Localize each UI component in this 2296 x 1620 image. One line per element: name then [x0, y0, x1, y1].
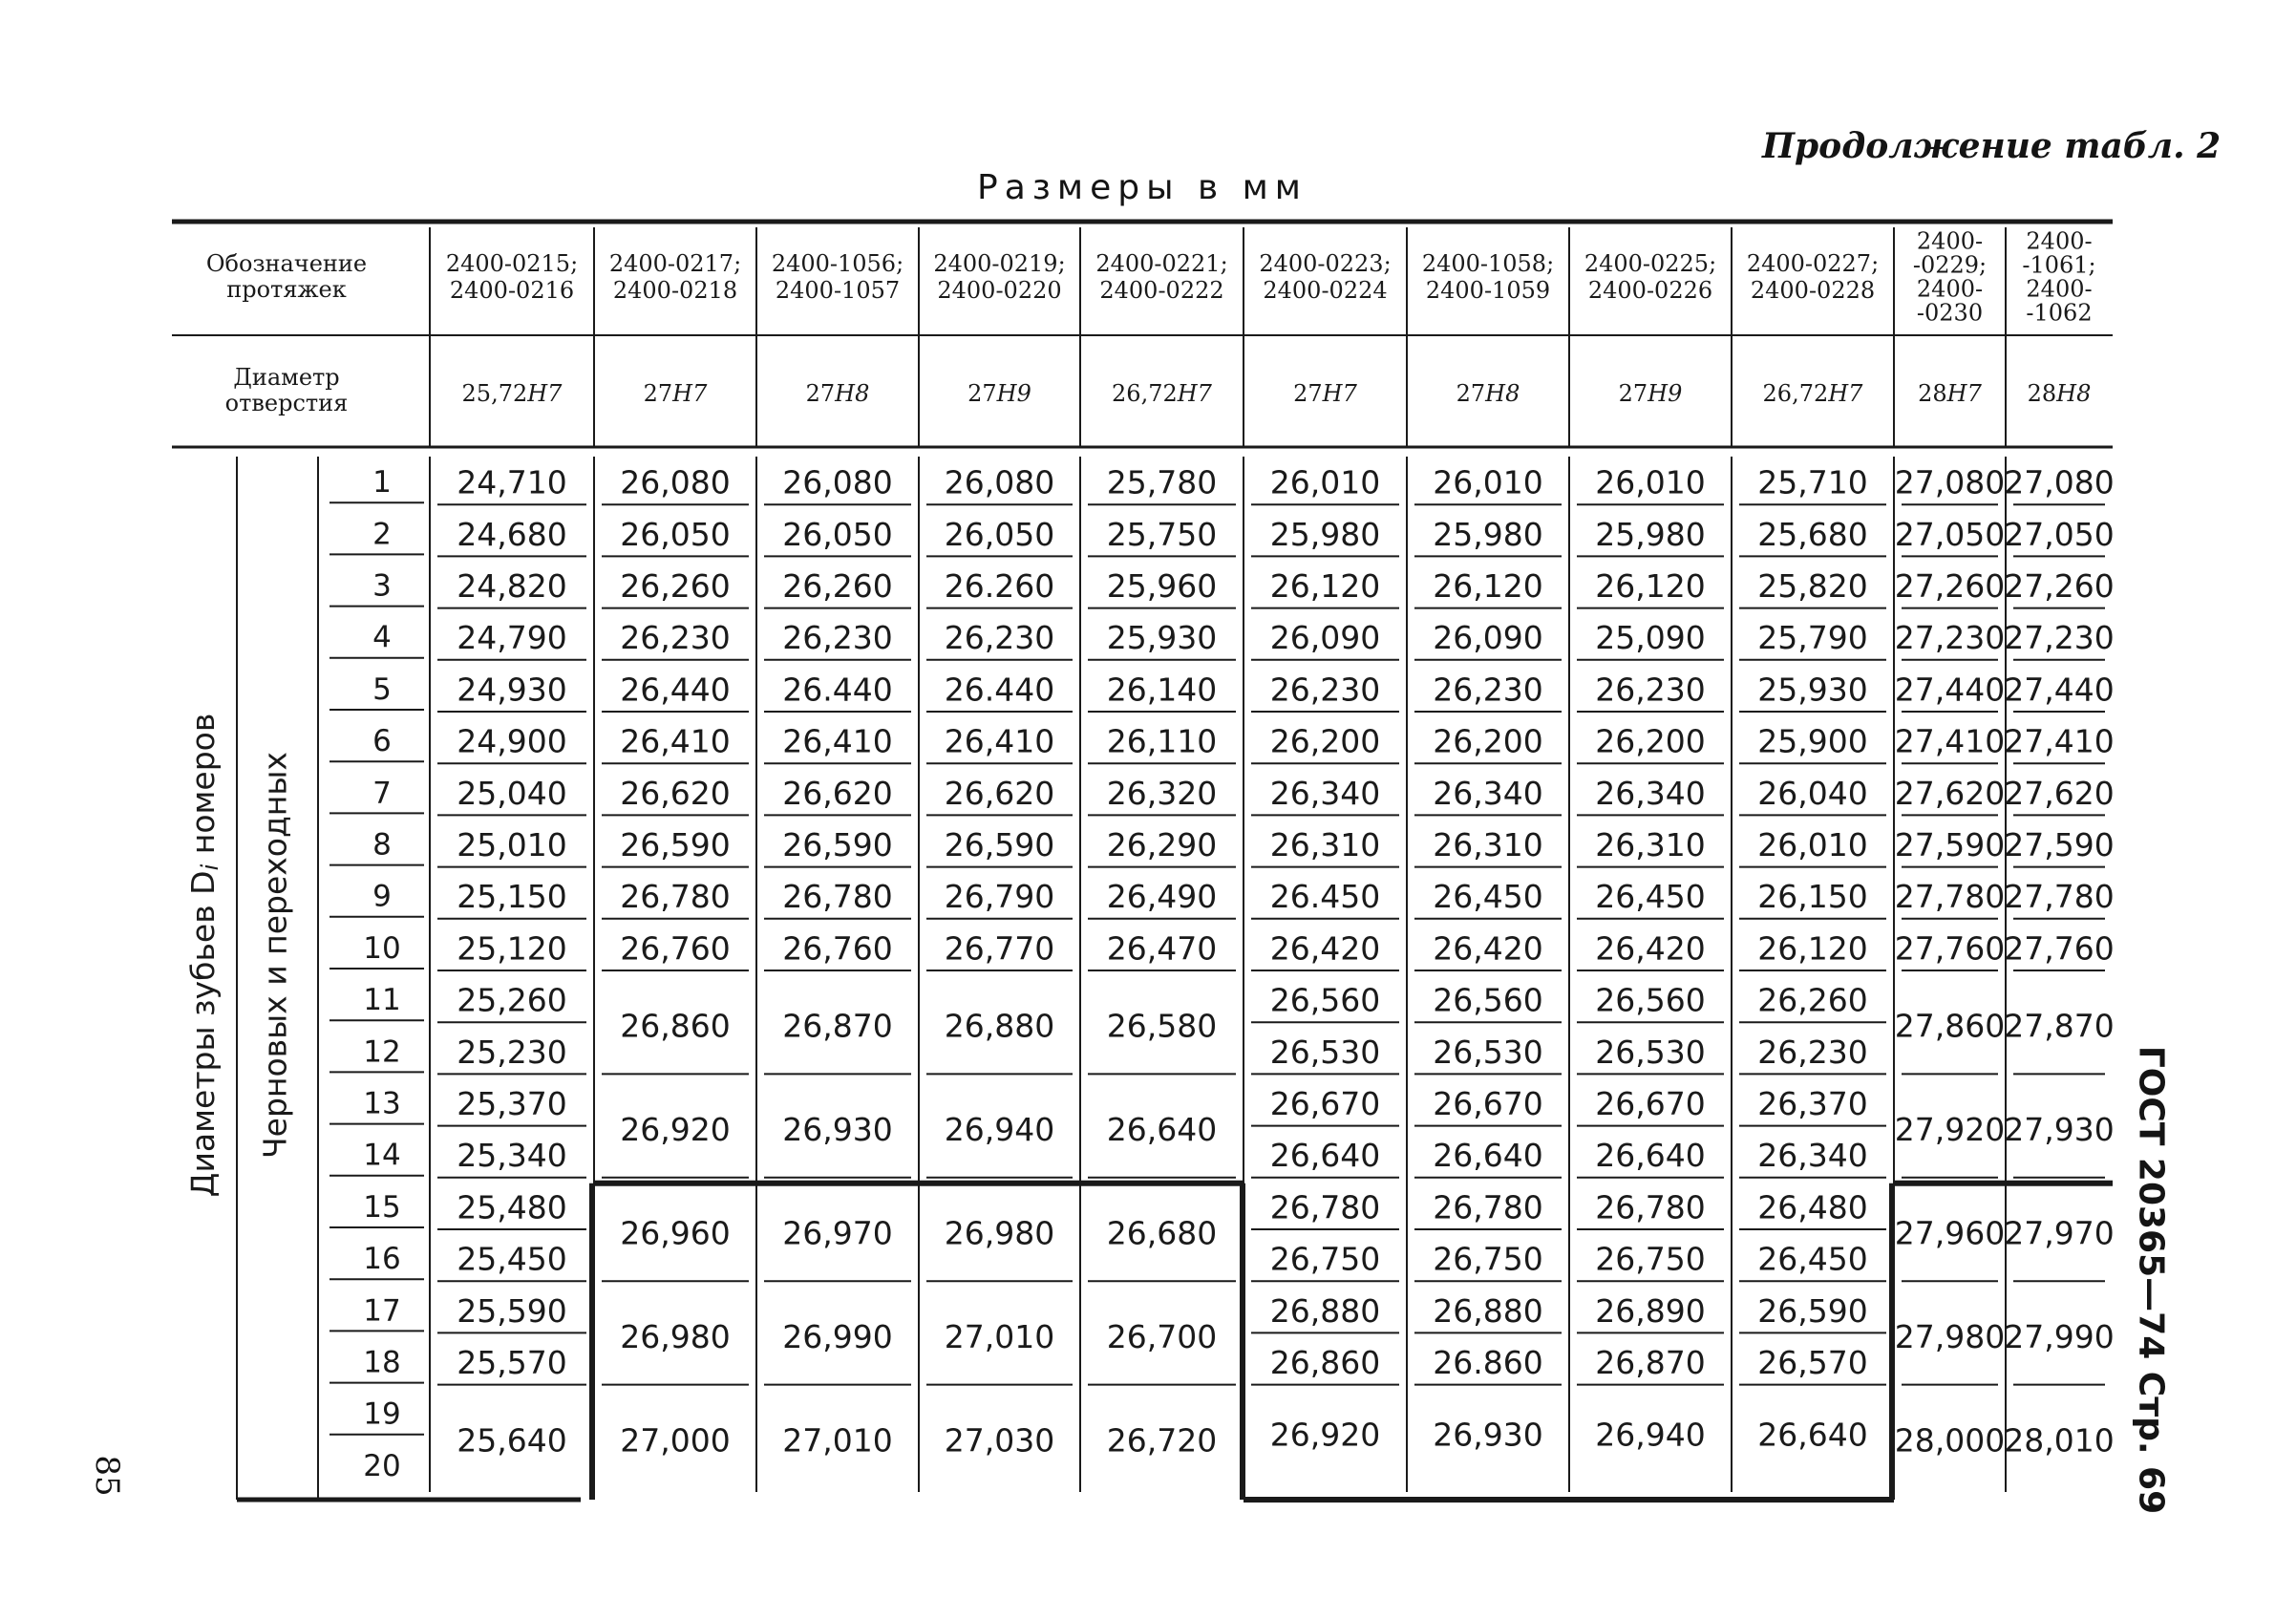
- row-number: 17: [363, 1293, 401, 1329]
- table-cell: 26,720: [1106, 1421, 1218, 1460]
- table-cell: 26,010: [1433, 463, 1543, 501]
- designation-header-cell: 2400-: [1916, 227, 1984, 255]
- table-cell: 26,560: [1595, 981, 1706, 1019]
- table-cell: 26,780: [1595, 1188, 1706, 1226]
- units-caption: Размеры в мм: [977, 168, 1307, 207]
- table-cell: 26,080: [620, 463, 731, 501]
- table-cell: 26,590: [1757, 1291, 1868, 1330]
- table-cell: 25,790: [1757, 619, 1868, 657]
- table-cell: 26,050: [782, 515, 893, 553]
- table-cell: 27,970: [2004, 1214, 2115, 1252]
- table-cell: 25,960: [1106, 567, 1218, 605]
- table-cell: 26,110: [1106, 722, 1218, 760]
- row-number: 5: [372, 671, 392, 707]
- table-cell: 27,590: [1894, 826, 2006, 863]
- table-cell: 24,820: [457, 567, 567, 605]
- table-cell: 26,780: [620, 878, 731, 916]
- row-number: 2: [372, 517, 392, 552]
- diameter-header-cell: 28H7: [1918, 380, 1982, 407]
- table-cell: 26,640: [1757, 1416, 1868, 1454]
- table-cell: 26,420: [1433, 929, 1543, 968]
- table-cell: 27,010: [944, 1317, 1055, 1355]
- table-cell: 26,010: [1269, 463, 1381, 501]
- table-cell: 26,640: [1433, 1137, 1543, 1175]
- row-number: 8: [372, 827, 392, 863]
- table-cell: 26,230: [1433, 671, 1543, 709]
- table-cell: 26,590: [782, 826, 893, 863]
- table-cell: 26,940: [1595, 1416, 1706, 1454]
- table-cell: 26,870: [1595, 1344, 1706, 1381]
- diameter-header-cell: 28H8: [2027, 380, 2092, 407]
- table-cell: 26,930: [782, 1111, 893, 1149]
- table-cell: 26,470: [1106, 929, 1218, 968]
- table-cell: 26,410: [944, 722, 1055, 760]
- table-cell: 26,420: [1595, 929, 1706, 968]
- table-cell: 25,090: [1595, 619, 1706, 657]
- gost-page-label-text: ГОСТ 20365—74 Стр. 69: [2131, 1045, 2171, 1515]
- table-cell: 26,590: [944, 826, 1055, 863]
- table-cell: 26,450: [1757, 1240, 1868, 1278]
- table-cell: 27,260: [2004, 567, 2115, 605]
- table-cell: 24,930: [457, 671, 567, 709]
- row-number: 18: [363, 1345, 401, 1380]
- designation-header-cell: 2400-: [2026, 227, 2093, 255]
- table-cell: 26,980: [620, 1317, 731, 1355]
- table-cell: 26,290: [1106, 826, 1218, 863]
- table-cell: 27,000: [620, 1421, 731, 1460]
- designation-header-cell: -0230: [1916, 299, 1984, 327]
- table-cell: 26,090: [1433, 619, 1543, 657]
- table-cell: 26,640: [1106, 1111, 1218, 1149]
- designation-header-label: Обозначение: [205, 250, 368, 277]
- table-cell: 27,860: [1894, 1007, 2006, 1045]
- diameter-header-cell: 26,72H7: [1762, 380, 1863, 407]
- table-cell: 27,230: [1894, 619, 2006, 657]
- table-cell: 25,010: [457, 826, 567, 863]
- table-cell: 26,050: [944, 515, 1055, 553]
- table-cell: 26,620: [944, 774, 1055, 812]
- row-number: 14: [363, 1138, 401, 1173]
- table-cell: 26,620: [620, 774, 731, 812]
- table-cell: 26,310: [1433, 826, 1543, 863]
- table-cell: 26,230: [1595, 671, 1706, 709]
- table-cell: 27,410: [1894, 722, 2006, 760]
- designation-header-cell: 2400-0216: [449, 277, 575, 304]
- table-cell: 27,960: [1894, 1214, 2006, 1252]
- table-cell: 26,140: [1106, 671, 1218, 709]
- table-cell: 26,750: [1433, 1240, 1543, 1278]
- table-cell: 24,900: [457, 722, 567, 760]
- diameter-header-cell: 25,72H7: [461, 380, 563, 407]
- row-number: 1: [372, 465, 392, 501]
- table-cell: 27,760: [2004, 929, 2115, 968]
- table-cell: 27,010: [782, 1421, 893, 1460]
- table-cell: 26,560: [1269, 981, 1381, 1019]
- table-cell: 26,640: [1269, 1137, 1381, 1175]
- table-cell: 27,440: [2004, 671, 2115, 709]
- table-cell: 26,870: [782, 1007, 893, 1045]
- row-number: 16: [363, 1242, 401, 1277]
- table-cell: 26,320: [1106, 774, 1218, 812]
- table-cell: 26,670: [1433, 1085, 1543, 1122]
- row-number: 11: [363, 983, 401, 1018]
- table-cell: 26,090: [1269, 619, 1381, 657]
- table-cell: 26,780: [782, 878, 893, 916]
- table-cell: 26,640: [1595, 1137, 1706, 1175]
- table-cell: 25,710: [1757, 463, 1868, 501]
- row-number: 19: [363, 1396, 401, 1432]
- table-cell: 26,860: [620, 1007, 731, 1045]
- table-cell: 26,230: [1757, 1033, 1868, 1071]
- table-cell: 26.860: [1433, 1344, 1543, 1381]
- table-cell: 25,040: [457, 774, 567, 812]
- table-cell: 27,780: [2004, 878, 2115, 916]
- table-cell: 26,590: [620, 826, 731, 863]
- table-cell: 26,450: [1433, 878, 1543, 916]
- table-cell: 25,450: [457, 1240, 567, 1278]
- table-cell: 25,980: [1595, 515, 1706, 553]
- row-number: 12: [363, 1034, 401, 1070]
- table-cell: 27,050: [2004, 515, 2115, 553]
- designation-header-cell: 2400-0215;: [445, 250, 579, 277]
- table-cell: 26,080: [944, 463, 1055, 501]
- table-cell: 26.440: [944, 671, 1055, 709]
- table-cell: 27,990: [2004, 1317, 2115, 1355]
- row-number: 3: [372, 568, 392, 604]
- table-cell: 25,570: [457, 1344, 567, 1381]
- teeth-diameter-side-label: Диаметры зубьев $D_i$ номеров: [183, 713, 223, 1198]
- table-cell: 27,620: [1894, 774, 2006, 812]
- row-number: 15: [363, 1189, 401, 1225]
- table-cell: 26,670: [1595, 1085, 1706, 1122]
- diameter-header-cell: 26,72H7: [1112, 380, 1212, 407]
- table-cell: 24,790: [457, 619, 567, 657]
- designation-header-cell: 2400-0227;: [1746, 250, 1880, 277]
- table-cell: 26,530: [1433, 1033, 1543, 1071]
- table-cell: 26.450: [1269, 878, 1381, 916]
- table-cell: 25,930: [1757, 671, 1868, 709]
- table-cell: 26,010: [1595, 463, 1706, 501]
- table-cell: 25,680: [1757, 515, 1868, 553]
- table-cell: 25,900: [1757, 722, 1868, 760]
- designation-header-label: протяжек: [226, 276, 347, 303]
- table-cell: 27,930: [2004, 1111, 2115, 1149]
- table-cell: 26,860: [1269, 1344, 1381, 1381]
- designation-header-cell: 2400-1057: [775, 277, 901, 304]
- diameter-header-cell: 27H7: [643, 380, 708, 407]
- table-cell: 26,680: [1106, 1214, 1218, 1252]
- table-cell: 26,340: [1433, 774, 1543, 812]
- row-number: 4: [372, 620, 392, 655]
- table-cell: 26,960: [620, 1214, 731, 1252]
- table-cell: 28,010: [2004, 1421, 2115, 1460]
- table-cell: 24,710: [457, 463, 567, 501]
- designation-header-cell: 2400-0219;: [933, 250, 1066, 277]
- table-cell: 26,200: [1269, 722, 1381, 760]
- table-cell: 25,780: [1106, 463, 1218, 501]
- table-cell: 25,370: [457, 1085, 567, 1122]
- table-cell: 27,920: [1894, 1111, 2006, 1149]
- table-cell: 26,340: [1595, 774, 1706, 812]
- table-cell: 25,980: [1433, 515, 1543, 553]
- designation-header-cell: -0229;: [1912, 251, 1988, 279]
- table-cell: 26,970: [782, 1214, 893, 1252]
- table-cell: 26.260: [944, 567, 1055, 605]
- table-cell: 27,760: [1894, 929, 2006, 968]
- table-cell: 26,560: [1433, 981, 1543, 1019]
- table-cell: 26,230: [944, 619, 1055, 657]
- table-cell: 26,570: [1757, 1344, 1868, 1381]
- table-cell: 27,030: [944, 1421, 1055, 1460]
- table-cell: 26,420: [1269, 929, 1381, 968]
- designation-header-cell: 2400-0224: [1263, 277, 1388, 304]
- designation-header-cell: 2400-: [2026, 275, 2093, 303]
- table-cell: 25,590: [457, 1291, 567, 1330]
- table-cell: 24,680: [457, 515, 567, 553]
- table-cell: 25,120: [457, 929, 567, 968]
- row-number: 7: [372, 776, 392, 811]
- table-cell: 26,340: [1757, 1137, 1868, 1175]
- diameter-header-cell: 27H8: [1456, 380, 1520, 407]
- table-cell: 25,480: [457, 1188, 567, 1226]
- table-cell: 26,880: [1269, 1291, 1381, 1330]
- table-cell: 27,440: [1894, 671, 2006, 709]
- table-cell: 25,340: [457, 1137, 567, 1175]
- table-cell: 27,080: [1894, 463, 2006, 501]
- table-cell: 26,760: [620, 929, 731, 968]
- table-cell: 26,530: [1269, 1033, 1381, 1071]
- table-cell: 26,750: [1269, 1240, 1381, 1278]
- table-cell: 26,050: [620, 515, 731, 553]
- table-cell: 26,080: [782, 463, 893, 501]
- table-cell: 26,980: [944, 1214, 1055, 1252]
- table-cell: 26,920: [1269, 1416, 1381, 1454]
- table-cell: 26,490: [1106, 878, 1218, 916]
- table-cell: 26,260: [782, 567, 893, 605]
- table-cell: 26,310: [1595, 826, 1706, 863]
- table-cell: 26,260: [1757, 981, 1868, 1019]
- table-cell: 26,480: [1757, 1188, 1868, 1226]
- diameter-header-label: отверстия: [224, 390, 349, 416]
- table-cell: 26,670: [1269, 1085, 1381, 1122]
- designation-header-cell: 2400-1058;: [1421, 250, 1555, 277]
- table-cell: 26,200: [1595, 722, 1706, 760]
- table-cell: 26,040: [1757, 774, 1868, 812]
- table-cell: 26,410: [782, 722, 893, 760]
- table-cell: 26,780: [1269, 1188, 1381, 1226]
- roughing-transitional-side-label: Черновых и переходных: [256, 752, 294, 1159]
- table-cell: 26,370: [1757, 1085, 1868, 1122]
- table-cell: 26,440: [620, 671, 731, 709]
- diameter-header-label: Диаметр: [233, 364, 340, 391]
- table-cell: 25,230: [457, 1033, 567, 1071]
- table-cell: 27,410: [2004, 722, 2115, 760]
- table-cell: 25,980: [1269, 515, 1381, 553]
- table-cell: 27,080: [2004, 463, 2115, 501]
- row-number: 6: [372, 724, 392, 759]
- table-cell: 26,230: [782, 619, 893, 657]
- table-cell: 26,700: [1106, 1317, 1218, 1355]
- row-number: 20: [363, 1448, 401, 1483]
- table-cell: 27,260: [1894, 567, 2006, 605]
- designation-header-cell: 2400-0221;: [1095, 250, 1228, 277]
- table-cell: 28,000: [1894, 1421, 2006, 1460]
- diameter-header-cell: 27H9: [1618, 380, 1683, 407]
- table-cell: 26.440: [782, 671, 893, 709]
- table-cell: 26,230: [1269, 671, 1381, 709]
- table-cell: 26,760: [782, 929, 893, 968]
- table-cell: 26,780: [1433, 1188, 1543, 1226]
- table-cell: 25,820: [1757, 567, 1868, 605]
- table-cell: 26,230: [620, 619, 731, 657]
- table-continuation-caption: Продолжение табл. 2: [1762, 126, 2222, 166]
- row-number: 10: [363, 930, 401, 966]
- table-cell: 26,260: [620, 567, 731, 605]
- table-cell: 26,120: [1595, 567, 1706, 605]
- table-cell: 27,780: [1894, 878, 2006, 916]
- designation-header-cell: 2400-0222: [1099, 277, 1224, 304]
- table-cell: 26,750: [1595, 1240, 1706, 1278]
- table-cell: 25,640: [457, 1421, 567, 1460]
- table-cell: 25,930: [1106, 619, 1218, 657]
- designation-header-cell: 2400-0225;: [1584, 250, 1717, 277]
- designation-header-cell: 2400-0228: [1750, 277, 1876, 304]
- designation-header-cell: 2400-0217;: [608, 250, 742, 277]
- table-cell: 25,150: [457, 878, 567, 916]
- diameter-header-cell: 27H7: [1293, 380, 1357, 407]
- table-cell: 26,990: [782, 1317, 893, 1355]
- table-cell: 27,870: [2004, 1007, 2115, 1045]
- table-cell: 27,590: [2004, 826, 2115, 863]
- designation-header-cell: 2400-: [1916, 275, 1984, 303]
- table-cell: 26,930: [1433, 1416, 1543, 1454]
- table-cell: 26,920: [620, 1111, 731, 1149]
- designation-header-cell: -1062: [2026, 299, 2093, 327]
- table-cell: 25,750: [1106, 515, 1218, 553]
- table-cell: 26,340: [1269, 774, 1381, 812]
- table-cell: 26,120: [1433, 567, 1543, 605]
- table-cell: 26,120: [1757, 929, 1868, 968]
- table-cell: 26,410: [620, 722, 731, 760]
- table-cell: 26,200: [1433, 722, 1543, 760]
- table-cell: 26,450: [1595, 878, 1706, 916]
- table-cell: 25,260: [457, 981, 567, 1019]
- designation-header-cell: 2400-0226: [1587, 277, 1713, 304]
- row-number: 9: [372, 879, 392, 914]
- table-cell: 26,890: [1595, 1291, 1706, 1330]
- table-cell: 27,980: [1894, 1317, 2006, 1355]
- table-cell: 26,010: [1757, 826, 1868, 863]
- diameter-header-cell: 27H8: [805, 380, 870, 407]
- table-cell: 26,620: [782, 774, 893, 812]
- designation-header-cell: 2400-0218: [612, 277, 738, 304]
- table-cell: 26,150: [1757, 878, 1868, 916]
- table-cell: 27,620: [2004, 774, 2115, 812]
- designation-header-cell: -1061;: [2022, 251, 2096, 279]
- designation-header-cell: 2400-0220: [937, 277, 1062, 304]
- table-cell: 26,580: [1106, 1007, 1218, 1045]
- table-cell: 26,530: [1595, 1033, 1706, 1071]
- table-cell: 26,880: [1433, 1291, 1543, 1330]
- designation-header-cell: 2400-1056;: [771, 250, 904, 277]
- table-cell: 26,310: [1269, 826, 1381, 863]
- table-cell: 26,940: [944, 1111, 1055, 1149]
- table-cell: 26,880: [944, 1007, 1055, 1045]
- sheet-number-text: 85: [88, 1455, 126, 1497]
- table-cell: 27,230: [2004, 619, 2115, 657]
- designation-header-cell: 2400-0223;: [1259, 250, 1392, 277]
- table-cell: 26,770: [944, 929, 1055, 968]
- designation-header-cell: 2400-1059: [1425, 277, 1551, 304]
- table-cell: 27,050: [1894, 515, 2006, 553]
- diameter-header-cell: 27H9: [967, 380, 1031, 407]
- table-cell: 26,120: [1269, 567, 1381, 605]
- table-cell: 26,790: [944, 878, 1055, 916]
- row-number: 13: [363, 1086, 401, 1121]
